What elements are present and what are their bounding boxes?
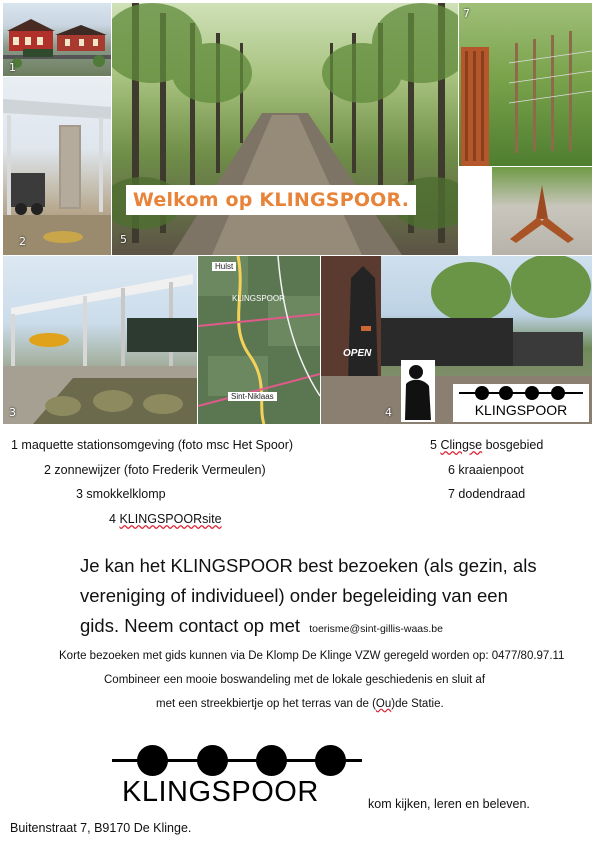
photo-number-7: 7	[463, 7, 470, 20]
contact-email[interactable]: toerisme@sint-gillis-waas.be	[309, 623, 443, 635]
caption-2: 2 zonnewijzer (foto Frederik Vermeulen)	[44, 463, 266, 477]
small-logo-text: KLINGSPOOR	[474, 402, 568, 418]
caption-5: 5 Clingse bosgebied	[430, 438, 544, 452]
footer-logo	[112, 744, 362, 814]
sign-open-text: OPEN	[343, 348, 372, 359]
photo-number-5: 5	[120, 233, 127, 246]
logo-dot-3	[256, 745, 287, 776]
footer-tagline: kom kijken, leren en beleven.	[368, 797, 530, 811]
map-label-sint-niklaas: Sint-Niklaas	[228, 392, 277, 401]
caption-4: 4 KLINGSPOORsite	[109, 512, 222, 526]
caption-6: 6 kraaienpoot	[448, 463, 524, 477]
body-line-3-wrap	[80, 611, 580, 644]
photo-number-4: 4	[385, 406, 392, 419]
sundial-illustration	[3, 77, 111, 255]
welcome-banner	[126, 185, 416, 215]
model-station-illustration	[3, 3, 111, 76]
photo-number-2: 2	[19, 235, 26, 248]
footer-logo-text: KLINGSPOOR	[122, 776, 319, 808]
forest-path-illustration	[112, 3, 458, 255]
photo-sundial	[3, 77, 111, 255]
map-label-hulst: Hulst	[212, 262, 236, 271]
combine-line-1: Combineer een mooie boswandeling met de lokale geschiedenis en sluit af	[104, 674, 486, 686]
caption-3: 3 smokkelklomp	[76, 487, 166, 501]
body-line-2: vereniging of individueel) onder begeleiding van een	[80, 585, 508, 606]
welcome-banner-text: Welkom op KLINGSPOOR.	[132, 189, 410, 211]
death-wire-illustration	[459, 3, 592, 166]
caption-1: 1 maquette stationsomgeving (foto msc Het Spoor)	[11, 438, 294, 452]
footer-address: Buitenstraat 7, B9170 De Klinge.	[10, 821, 192, 835]
logo-dot-2	[197, 745, 228, 776]
photo-number-3: 3	[9, 406, 16, 419]
smuggling-clog-illustration	[3, 256, 197, 424]
photo-death-wire	[459, 3, 592, 166]
photo-smuggling-clog	[3, 256, 197, 424]
logo-dot-4	[315, 745, 346, 776]
photo-crows-foot	[492, 167, 592, 255]
logo-dot-1	[137, 745, 168, 776]
photo-number-1: 1	[9, 61, 16, 74]
guide-line: Korte bezoeken met gids kunnen via De Klomp De Klinge VZW geregeld worden op: 0477/80.97.11	[59, 650, 565, 662]
combine-line-2: met een streekbiertje op het terras van de (Ou)de Statie.	[156, 698, 444, 710]
photo-map	[198, 256, 320, 424]
photo-forest-path	[112, 3, 458, 255]
small-logo	[453, 384, 589, 422]
person-silhouette	[401, 360, 435, 422]
photo-model-station	[3, 3, 111, 76]
caption-7: 7 dodendraad	[448, 487, 526, 501]
crows-foot-illustration	[492, 167, 592, 255]
body-line-3: gids. Neem contact op met	[80, 615, 301, 636]
map-label-klingspoor: KLINGSPOOR	[232, 294, 285, 303]
photo-klingspoor-site	[321, 256, 592, 424]
body-line-1: Je kan het KLINGSPOOR best bezoeken (als gezin, als	[80, 555, 537, 576]
